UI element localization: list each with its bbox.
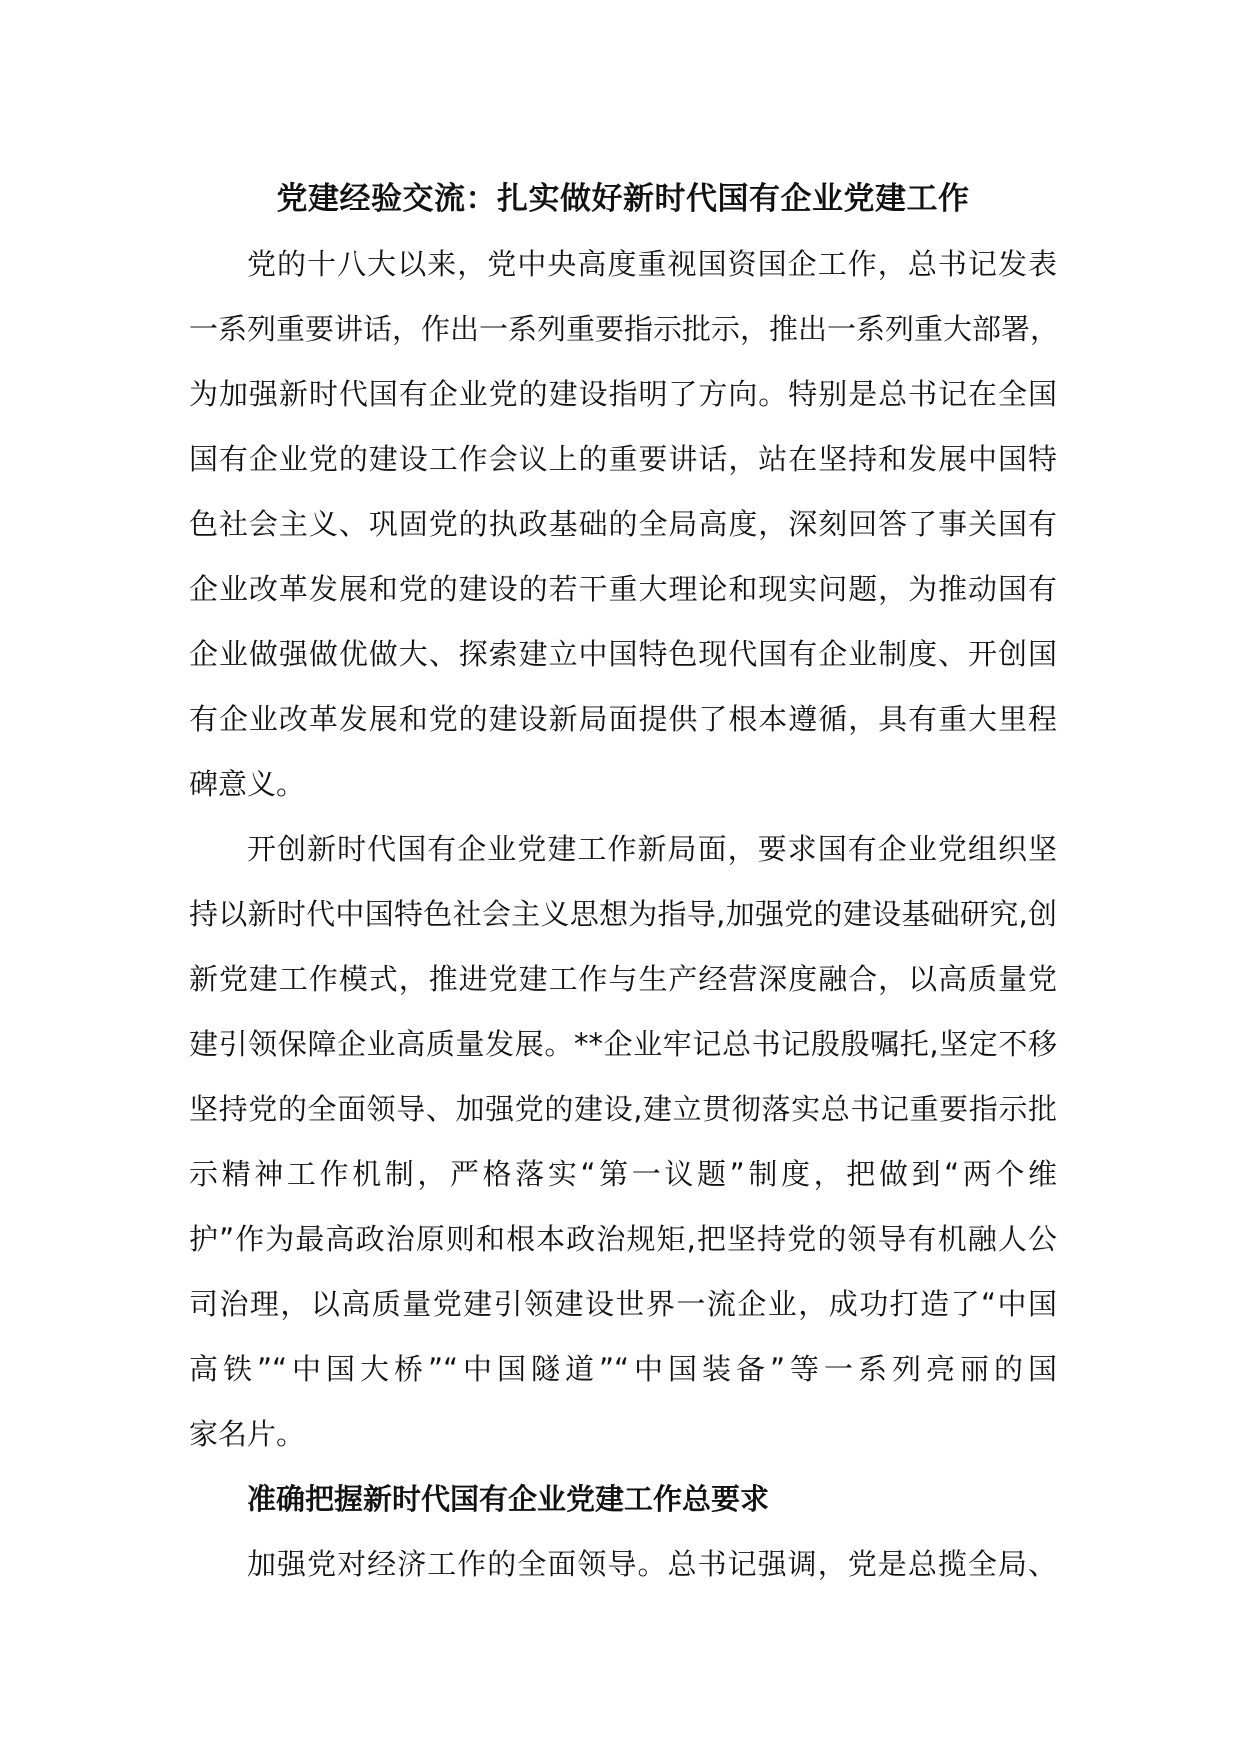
paragraph-line: 高铁”“中国大桥”“中国隧道”“中国装备”等一系列亮丽的国 <box>189 1352 1057 1386</box>
paragraph-line: 企业改革发展和党的建设的若干重大理论和现实问题，为推动国有 <box>189 572 1057 606</box>
paragraph-line: 加强党对经济工作的全面领导。总书记强调，党是总揽全局、 <box>247 1547 1057 1581</box>
paragraph-line: 新党建工作模式，推进党建工作与生产经营深度融合，以高质量党 <box>189 962 1057 996</box>
paragraph-line: 坚持党的全面领导、加强党的建设,建立贯彻落实总书记重要指示批 <box>189 1092 1057 1126</box>
paragraph-line: 企业做强做优做大、探索建立中国特色现代国有企业制度、开创国 <box>189 637 1057 671</box>
paragraph-line: 建引领保障企业高质量发展。**企业牢记总书记殷殷嘱托,坚定不移 <box>189 1027 1057 1061</box>
paragraph-line: 色社会主义、巩固党的执政基础的全局高度，深刻回答了事关国有 <box>189 507 1057 541</box>
document-page <box>189 167 1060 1597</box>
paragraph-line: 司治理，以高质量党建引领建设世界一流企业，成功打造了“中国 <box>189 1287 1057 1321</box>
paragraph-line: 为加强新时代国有企业党的建设指明了方向。特别是总书记在全国 <box>189 377 1057 411</box>
paragraph-line: 碑意义。 <box>189 767 306 801</box>
paragraph-line: 家名片。 <box>189 1417 306 1451</box>
section-heading: 准确把握新时代国有企业党建工作总要求 <box>247 1482 770 1516</box>
paragraph-line: 持以新时代中国特色社会主义思想为指导,加强党的建设基础研究,创 <box>189 897 1057 931</box>
paragraph-2 <box>189 817 1057 1467</box>
paragraph-3 <box>189 1532 1057 1597</box>
paragraph-line: 护”作为最高政治原则和根本政治规矩,把坚持党的领导有机融人公 <box>189 1222 1057 1256</box>
paragraph-line: 开创新时代国有企业党建工作新局面，要求国有企业党组织坚 <box>247 832 1057 866</box>
paragraph-line: 国有企业党的建设工作会议上的重要讲话，站在坚持和发展中国特 <box>189 442 1057 476</box>
paragraph-line: 一系列重要讲话，作出一系列重要指示批示，推出一系列重大部署， <box>189 312 1060 346</box>
paragraph-line: 示精神工作机制，严格落实“第一议题”制度，把做到“两个维 <box>189 1157 1057 1191</box>
paragraph-line: 有企业改革发展和党的建设新局面提供了根本遵循，具有重大里程 <box>189 702 1057 736</box>
paragraph-line: 党的十八大以来，党中央高度重视国资国企工作，总书记发表 <box>247 247 1057 281</box>
paragraph-1 <box>189 232 1060 817</box>
document-title: 党建经验交流：扎实做好新时代国有企业党建工作 <box>276 181 970 217</box>
